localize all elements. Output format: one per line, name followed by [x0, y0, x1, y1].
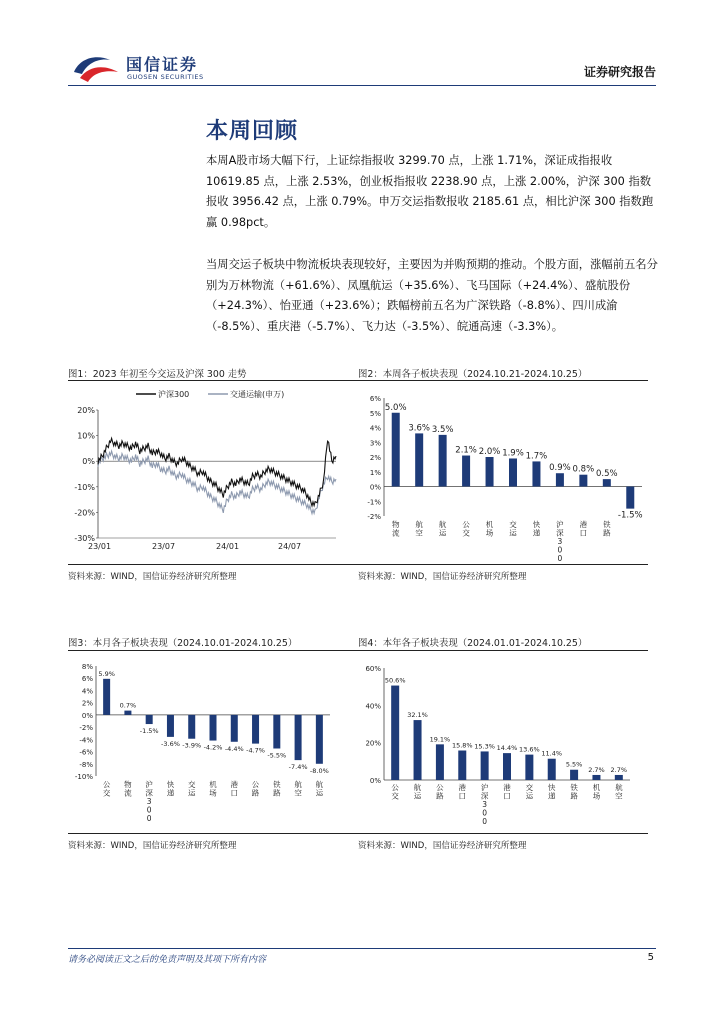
bar-data-label: 1.7%	[525, 451, 548, 462]
bar	[391, 686, 399, 780]
bar-data-label: 19.1%	[429, 735, 451, 744]
y-tick-label: 60%	[365, 665, 381, 673]
x-tick-label: 23/01	[88, 542, 112, 550]
x-category-label: 公交	[462, 520, 470, 538]
legend-jt-label: 交通运输(申万)	[230, 390, 285, 399]
y-tick-label: 20%	[77, 406, 95, 415]
y-tick-label: 1%	[369, 468, 381, 477]
bar-data-label: -5.5%	[267, 751, 287, 760]
x-category-label: 航运	[413, 783, 422, 801]
y-tick-label: -4%	[79, 736, 93, 745]
y-tick-label: 2%	[369, 454, 381, 462]
bar-data-label: 2.0%	[478, 447, 501, 457]
x-category-label: 公路	[251, 780, 260, 798]
bar	[579, 475, 587, 487]
y-tick-label: 5%	[369, 409, 381, 418]
x-category-label: 航运	[315, 780, 324, 798]
bar	[210, 715, 217, 741]
x-category-label: 公交	[102, 780, 111, 798]
x-tick-label: 24/01	[216, 542, 240, 550]
x-category-label: 交运	[525, 783, 534, 801]
x-category-label: 快递	[166, 780, 175, 798]
y-tick-label: -20%	[74, 508, 95, 518]
bar	[231, 715, 238, 742]
series-jt-line	[98, 451, 336, 513]
fig4-bottom-rule	[358, 833, 648, 834]
x-category-label: 铁路	[603, 520, 611, 538]
bar	[439, 435, 447, 487]
bar-data-label: -4.7%	[246, 746, 265, 755]
bar-data-label: 32.1%	[407, 711, 428, 720]
x-category-label: 航空	[294, 780, 302, 798]
footer-disclaimer: 请务必阅读正文之后的免责声明及其项下所有内容	[68, 955, 267, 965]
bar-data-label: 5.5%	[565, 760, 583, 769]
y-tick-label: 0%	[81, 711, 93, 720]
bar	[570, 770, 578, 780]
bar	[503, 753, 511, 780]
x-category-label: 航空	[615, 783, 623, 801]
y-tick-label: -2%	[367, 513, 381, 521]
x-category-label: 沪深 3 0 0	[556, 520, 564, 562]
x-category-label: 物流	[124, 780, 132, 798]
x-category-label: 快递	[532, 520, 541, 538]
bar-data-label: -4.4%	[224, 744, 244, 753]
bar-data-label: 50.6%	[384, 676, 406, 685]
fig1-source: 资料来源：WIND，国信证券经济研究所整理	[68, 572, 237, 582]
bar-data-label: -7.4%	[288, 763, 308, 772]
bar	[626, 487, 634, 509]
x-category-label: 铁路	[570, 783, 578, 801]
bar-data-label: 15.3%	[474, 742, 495, 751]
fig1-title: 图1：2023 年初至今交运及沪深 300 走势	[68, 369, 247, 380]
x-category-label: 港口	[458, 783, 467, 801]
y-tick-label: -1%	[367, 498, 381, 507]
y-tick-label: -30%	[74, 534, 95, 543]
bar-data-label: 2.1%	[455, 445, 477, 456]
fig1-bottom-rule	[68, 564, 358, 565]
sector-review-paragraph: 当周交运子板块中物流板块表现较好，主要因为并购预期的推动。个股方面，涨幅前五名分别为万林物流（+61.6%）、凤凰航运（+35.6%）、飞马国际（+24.4%）、盛航股份（+24.3%）、怡亚通（+23.6%）；跌幅榜前五名为广深铁路（-8.8%）、四川成渝（-8.5%）、重庆港（-5.7%）、飞力达（-3.5%）、皖通高速（-3.3%）。	[206, 258, 658, 333]
bar	[556, 473, 564, 486]
x-category-label: 交运	[187, 780, 196, 798]
x-category-label: 航运	[438, 520, 447, 538]
fig1-top-rule	[68, 380, 358, 381]
logo-en-text: GUOSEN SECURITIES	[127, 73, 204, 81]
bar	[548, 759, 556, 780]
fig2-bar-chart	[358, 386, 648, 562]
bar-data-label: 11.4%	[541, 749, 563, 758]
bar	[481, 751, 489, 780]
x-category-label: 公路	[436, 783, 444, 801]
bar-data-label: -1.5%	[617, 510, 643, 521]
fig3-bottom-rule	[68, 833, 358, 834]
bar	[462, 456, 470, 487]
fig3-top-rule	[68, 650, 358, 651]
x-category-label: 快递	[547, 783, 556, 801]
x-category-label: 航空	[415, 520, 423, 538]
bar	[532, 461, 540, 486]
y-tick-label: 3%	[369, 439, 381, 448]
fig4-title: 图4：本年各子板块表现（2024.01.01-2024.10.25）	[358, 638, 588, 649]
fig1-line-chart	[68, 386, 348, 550]
bar	[525, 755, 533, 780]
bar	[486, 457, 494, 487]
series-hs300-line	[98, 438, 336, 506]
x-category-label: 机场	[209, 780, 217, 798]
y-tick-label: 4%	[369, 424, 381, 433]
y-tick-label: 4%	[81, 687, 93, 696]
y-tick-label: -2%	[79, 724, 93, 733]
bar	[414, 720, 422, 780]
x-tick-label: 24/07	[278, 542, 302, 550]
bar	[592, 775, 600, 780]
bar	[458, 751, 466, 780]
bar-data-label: 0.8%	[572, 464, 595, 475]
bar-data-label: -1.5%	[139, 727, 159, 736]
x-category-label: 港口	[230, 780, 239, 798]
x-category-label: 港口	[579, 520, 588, 538]
x-category-label: 交运	[509, 520, 517, 538]
y-tick-label: 6%	[369, 395, 381, 403]
x-category-label: 沪深 3 0 0	[480, 783, 489, 826]
y-tick-label: 2%	[81, 699, 93, 708]
bar-data-label: 3.5%	[431, 424, 454, 435]
bar	[615, 775, 623, 780]
fig2-top-rule	[358, 380, 648, 381]
x-category-label: 沪深 3 0 0	[145, 780, 153, 823]
fig4-source: 资料来源：WIND，国信证券经济研究所整理	[358, 841, 527, 851]
x-category-label: 机场	[485, 520, 494, 538]
y-tick-label: 0%	[82, 457, 95, 467]
y-tick-label: -8%	[79, 760, 93, 769]
y-tick-label: 6%	[81, 675, 93, 684]
bar-data-label: 2.7%	[588, 765, 605, 774]
page-number: 5	[647, 952, 654, 963]
y-tick-label: 20%	[365, 739, 381, 748]
bar-data-label: -4.2%	[203, 743, 223, 752]
fig2-bottom-rule	[358, 564, 648, 565]
bar-data-label: 5.0%	[384, 402, 407, 413]
bar-data-label: 2.7%	[610, 765, 628, 774]
bar-data-label: 0.9%	[549, 463, 571, 474]
y-tick-label: 40%	[365, 702, 381, 711]
bar-data-label: -8.0%	[309, 766, 329, 775]
y-tick-label: 8%	[81, 663, 93, 671]
legend-hs300-label: 沪深300	[158, 390, 190, 399]
bar	[392, 413, 400, 487]
fig2-source: 资料来源：WIND，国信证券经济研究所整理	[358, 572, 527, 582]
x-tick-label: 23/07	[152, 542, 176, 550]
bar	[167, 715, 174, 737]
x-category-label: 公交	[391, 783, 399, 801]
report-type: 证券研究报告	[583, 65, 656, 79]
bar-data-label: -3.9%	[182, 741, 202, 750]
x-category-label: 机场	[592, 783, 601, 801]
y-tick-label: 10%	[77, 431, 95, 441]
bar-data-label: 13.6%	[519, 745, 540, 754]
bar-data-label: 5.9%	[98, 669, 115, 678]
bar-data-label: -3.6%	[161, 739, 180, 748]
y-tick-label: -10%	[74, 773, 93, 781]
fig4-bar-chart	[358, 656, 648, 832]
bar	[146, 715, 153, 724]
bar	[124, 711, 131, 715]
y-tick-label: 0%	[369, 483, 381, 492]
market-review-paragraph: 本周A股市场大幅下行，上证综指报收 3299.70 点，上涨 1.71%，深证成指报收 10619.85 点，上涨 2.53%，创业板指报收 2238.90 点，上涨 2.00%，沪深 300 指数报收 3956.42 点，上涨 0.79%。申万交运指数报收 2185.61 点，相比沪深 300 指数跑赢 0.98pct。	[206, 154, 654, 229]
bar	[509, 458, 517, 486]
bar	[603, 479, 611, 486]
fig3-title: 图3：本月各子板块表现（2024.10.01-2024.10.25）	[68, 638, 298, 649]
bar-data-label: 3.6%	[408, 423, 430, 434]
bar	[273, 715, 280, 749]
fig3-bar-chart	[68, 656, 348, 832]
x-category-label: 物流	[391, 520, 400, 538]
bar	[295, 715, 302, 760]
fig4-top-rule	[358, 650, 648, 651]
bar	[188, 715, 195, 739]
bar-data-label: 1.9%	[502, 448, 524, 459]
bar	[316, 715, 323, 764]
footer-divider	[68, 948, 656, 949]
bar-data-label: 0.5%	[596, 469, 618, 480]
y-tick-label: -10%	[74, 482, 95, 492]
bar-data-label: 0.7%	[119, 701, 137, 710]
fig2-title: 图2：本周各子板块表现（2024.10.21-2024.10.25）	[358, 369, 588, 380]
y-tick-label: 0%	[369, 777, 381, 785]
x-category-label: 港口	[503, 783, 511, 801]
guosen-logo-icon	[70, 50, 122, 86]
bar-data-label: 15.8%	[451, 741, 473, 750]
bar	[252, 715, 259, 744]
section-title: 本周回顾	[206, 119, 299, 144]
fig3-source: 资料来源：WIND，国信证券经济研究所整理	[68, 841, 237, 851]
bar	[103, 679, 110, 715]
header-divider	[68, 85, 656, 86]
x-category-label: 铁路	[273, 780, 281, 798]
bar-data-label: 14.4%	[496, 744, 518, 753]
bar	[436, 744, 444, 780]
bar	[415, 433, 423, 486]
y-tick-label: -6%	[79, 748, 93, 757]
logo-cn-text: 国信证券	[126, 55, 199, 74]
